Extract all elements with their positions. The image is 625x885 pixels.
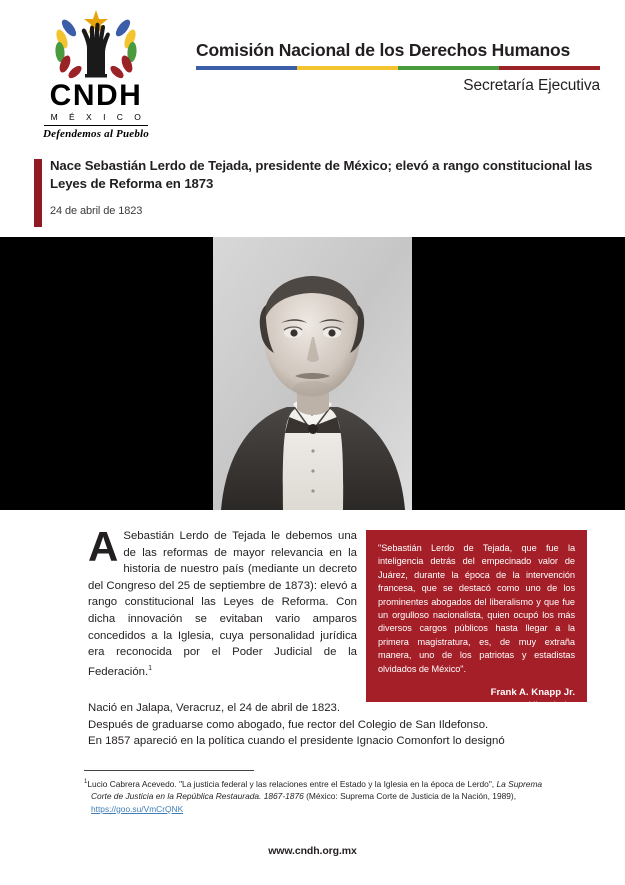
paragraph-2-line-1: Nació en Jalapa, Veracruz, el 24 de abril de 1823. [88,702,341,714]
organization-title: Comisión Nacional de los Derechos Humanos [196,40,570,60]
footnote-divider [84,770,254,771]
pull-quote-role: Historiador [528,700,575,712]
footnote-number: 1 [84,779,88,785]
colorbar-segment-blue [196,66,297,70]
footnote-text [84,776,554,815]
brand-colorbar [196,66,600,70]
logo-divider [44,125,148,126]
logo-tagline: Defendemos al Pueblo [42,128,150,140]
colorbar-segment-yellow [297,66,398,70]
pull-quote-box [366,530,587,712]
footnote-marker-inline: 1 [148,664,153,672]
footnote-article-title: "La justicia federal y las relaciones entre el Estado y la Iglesia en la época de Lerdo", [179,778,497,789]
portrait-photo [213,237,412,510]
article-content [0,522,625,772]
footer-website[interactable]: www.cndh.org.mx [268,845,357,857]
pull-quote-author: Frank A. Knapp Jr. [490,687,575,699]
hero-image-band [0,237,625,510]
logo-acronym: CNDH [49,79,143,112]
page-header [0,0,625,150]
organization-subtitle: Secretaría Ejecutiva [463,77,600,94]
article-paragraph-2 [88,700,558,750]
article-paragraph-1 [88,523,357,680]
title-accent-bar [34,159,42,227]
drop-cap: A [88,523,119,570]
paragraph-2-line-3: En 1857 apareció en la política cuando el presidente Ignacio Comonfort lo designó [88,735,505,748]
cndh-logo [26,8,166,140]
footnote-publisher: (México: Suprema Corte de Justicia de la Nación, 1989), [303,791,517,802]
paragraph-2-line-2: Después de graduarse como abogado, fue rector del Colegio de San Ildefonso. [88,718,489,731]
page-date: 24 de abril de 1823 [50,205,143,217]
footnote-block [84,770,554,815]
organization-block [196,40,600,95]
title-banner [0,155,625,235]
page-title: Nace Sebastián Lerdo de Tejada, presidente de México; elevó a rango constitucional las Leyes de Reforma en 1873 [50,158,593,191]
footnote-url-link[interactable]: https://goo.su/VmCrQNK [91,803,184,814]
paragraph-1-text: Sebastián Lerdo de Tejada le debemos una de las reformas de mayor relevancia en la historia de nuestro país (mediante un decreto del Congreso del 25 de septiembre de 1873): elevó a rango constitucional las Leyes de Reforma. Con dicha innovación se evitaban vario amparos concedidos a la Iglesia, cuya personalidad jurídica era reconocida por el Poder Judicial de la Federación. [88,530,357,678]
footnote-source: La Suprema Corte de Justicia en la República Restaurada. 1867-1876 [91,778,543,802]
colorbar-segment-red [499,66,600,70]
cndh-hand-laurel-star-icon [26,8,166,80]
footnote-author: Lucio Cabrera Acevedo. [87,778,180,789]
colorbar-segment-green [398,66,499,70]
logo-country: M É X I C O [50,112,146,122]
pull-quote-text: "Sebastián Lerdo de Tejada, que fue la inteligencia detrás del empecinado valor de Juárez, durante la época de la intervención francesa, que se destacó como uno de los prominentes abogados del liberalismo y que fue un orgulloso nacionalista, quien ocupó los más diversos cargos públicos hasta llegar a la primera magistratura, es, de muy extraña manera, uno de los patriotas y estadistas olvidados de México". [378,543,575,674]
